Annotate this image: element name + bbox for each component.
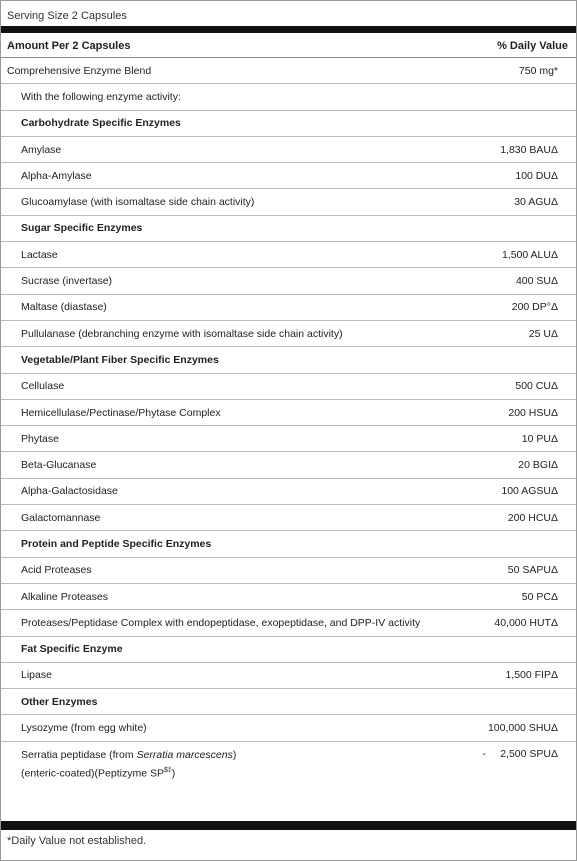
enzyme-activity-value: 100,000 SHUΔ bbox=[487, 722, 558, 735]
enzyme-label: Lactase bbox=[21, 248, 58, 261]
group-header-row bbox=[1, 531, 576, 557]
enzyme-label: Galactomannase bbox=[21, 511, 101, 524]
species-name: Serratia marcescens bbox=[136, 748, 233, 761]
enzyme-row bbox=[1, 479, 576, 505]
enzyme-activity-value: 100 DUΔ bbox=[515, 169, 558, 182]
enzyme-activity-value: 50 PCΔ bbox=[521, 590, 558, 603]
enzyme-row bbox=[1, 295, 576, 321]
group-label: Other Enzymes bbox=[21, 695, 98, 708]
enzyme-rows bbox=[1, 58, 576, 790]
enzyme-row bbox=[1, 663, 576, 689]
enzyme-row bbox=[1, 505, 576, 531]
enzyme-activity-value: 200 HCUΔ bbox=[507, 511, 558, 524]
enzyme-row bbox=[1, 715, 576, 741]
group-label: Fat Specific Enzyme bbox=[21, 643, 123, 656]
enzyme-label: Glucoamylase (with isomaltase side chain activity) bbox=[21, 196, 255, 209]
enzyme-label: With the following enzyme activity: bbox=[21, 90, 181, 103]
enzyme-row bbox=[1, 189, 576, 215]
enzyme-label: Amylase bbox=[21, 143, 62, 156]
enzyme-label: Lipase bbox=[21, 669, 52, 682]
group-header-row bbox=[1, 111, 576, 137]
group-header-row bbox=[1, 637, 576, 663]
enzyme-row bbox=[1, 242, 576, 268]
enzyme-label: Alkaline Proteases bbox=[21, 590, 108, 603]
group-header-row bbox=[1, 689, 576, 715]
daily-value-header: % Daily Value bbox=[497, 39, 568, 52]
enzyme-row bbox=[1, 742, 576, 790]
enzyme-row bbox=[1, 137, 576, 163]
table-header bbox=[1, 34, 576, 58]
serving-size: Serving Size 2 Capsules bbox=[7, 10, 127, 22]
top-divider-bar bbox=[1, 26, 576, 33]
blend-row bbox=[1, 58, 576, 84]
enzyme-activity-value: 1,830 BAUΔ bbox=[500, 143, 558, 156]
enzyme-activity-value: 1,500 FIPΔ bbox=[505, 669, 558, 682]
enzyme-row bbox=[1, 400, 576, 426]
footnote: *Daily Value not established. bbox=[7, 835, 147, 847]
enzyme-activity-value: 20 BGIΔ bbox=[518, 459, 558, 472]
enzyme-row bbox=[1, 321, 576, 347]
trademark-marks: $‡ bbox=[163, 766, 172, 774]
group-header-row bbox=[1, 216, 576, 242]
enzyme-activity-value: 40,000 HUTΔ bbox=[494, 616, 558, 629]
enzyme-label: Hemicellulase/Pectinase/Phytase Complex bbox=[21, 406, 221, 419]
enzyme-label: Beta-Glucanase bbox=[21, 459, 97, 472]
enzyme-label: Acid Proteases bbox=[21, 564, 92, 577]
enzyme-activity-value: 500 CUΔ bbox=[515, 380, 558, 393]
bottom-divider-bar bbox=[1, 821, 576, 830]
enzyme-activity-value: 25 UΔ bbox=[528, 327, 558, 340]
enzyme-row bbox=[1, 163, 576, 189]
amount-header: Amount Per 2 Capsules bbox=[7, 39, 131, 52]
enzyme-label: Maltase (diastase) bbox=[21, 301, 107, 314]
group-header-row bbox=[1, 347, 576, 373]
enzyme-activity-value: 400 SUΔ bbox=[515, 275, 558, 288]
enzyme-row bbox=[1, 374, 576, 400]
enzyme-activity-value: 30 AGUΔ bbox=[514, 196, 558, 209]
enzyme-label: Alpha-Galactosidase bbox=[21, 485, 118, 498]
enzyme-activity-value: 100 AGSUΔ bbox=[501, 485, 558, 498]
enzyme-row bbox=[1, 558, 576, 584]
enzyme-activity-value: 50 SAPUΔ bbox=[507, 564, 558, 577]
enzyme-label: Pullulanase (debranching enzyme with isomaltase side chain activity) bbox=[21, 327, 343, 340]
group-label: Sugar Specific Enzymes bbox=[21, 222, 143, 235]
enzyme-row bbox=[1, 584, 576, 610]
note-row bbox=[1, 84, 576, 110]
blend-label: Comprehensive Enzyme Blend bbox=[7, 64, 152, 77]
group-label: Vegetable/Plant Fiber Specific Enzymes bbox=[21, 353, 219, 366]
enzyme-activity-value: 2,500 SPUΔ bbox=[500, 747, 558, 760]
enzyme-row bbox=[1, 452, 576, 478]
enzyme-row bbox=[1, 610, 576, 636]
label-text: Serratia peptidase (from bbox=[21, 748, 137, 761]
enzyme-label bbox=[21, 748, 236, 782]
label-text: (enteric-coated)(Peptizyme SP bbox=[21, 767, 164, 780]
enzyme-activity-value: 1,500 ALUΔ bbox=[501, 248, 558, 261]
blend-value: 750 mg* bbox=[518, 64, 558, 77]
enzyme-label: Sucrase (invertase) bbox=[21, 275, 113, 288]
enzyme-label: Phytase bbox=[21, 432, 59, 445]
enzyme-activity-value: 200 HSUΔ bbox=[508, 406, 558, 419]
daily-value-dash: - bbox=[482, 747, 486, 760]
enzyme-activity-value: 200 DP°Δ bbox=[511, 301, 558, 314]
enzyme-label: Cellulase bbox=[21, 380, 65, 393]
enzyme-label: Alpha-Amylase bbox=[21, 169, 92, 182]
enzyme-label: Lysozyme (from egg white) bbox=[21, 722, 147, 735]
enzyme-activity-value: 10 PUΔ bbox=[521, 432, 558, 445]
label-text: ) bbox=[232, 748, 237, 761]
enzyme-row bbox=[1, 426, 576, 452]
enzyme-label: Proteases/Peptidase Complex with endopeptidase, exopeptidase, and DPP-IV activity bbox=[21, 616, 421, 629]
group-label: Protein and Peptide Specific Enzymes bbox=[21, 537, 212, 550]
group-label: Carbohydrate Specific Enzymes bbox=[21, 117, 181, 130]
enzyme-row bbox=[1, 268, 576, 294]
label-text: ) bbox=[171, 767, 176, 780]
